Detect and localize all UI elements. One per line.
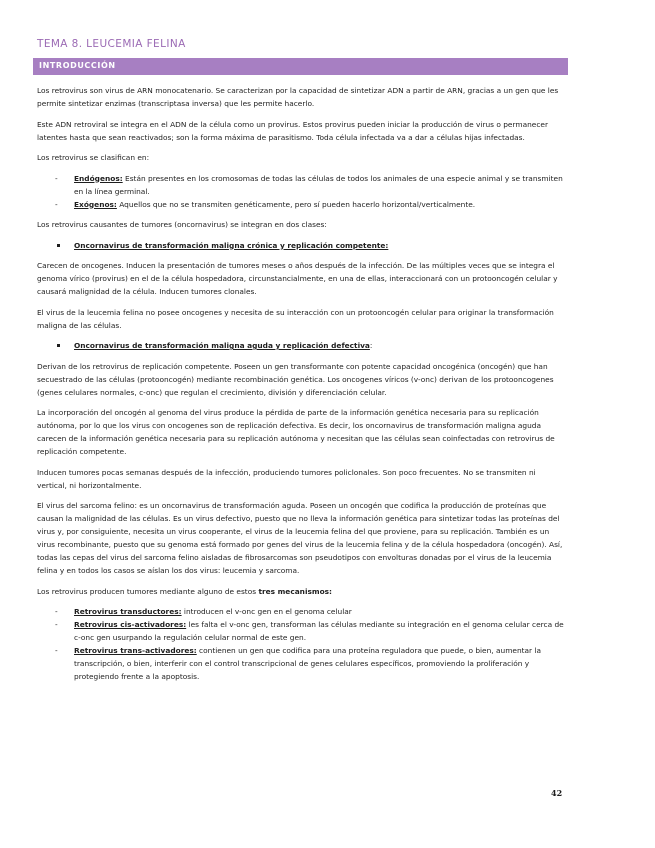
- paragraph: Carecen de oncogenes. Inducen la presentación de tumores meses o años después de la infección. De las múltiples veces que se integra el genoma vírico (provirus) en el de la célula hospedadora, circunstancialmente, en una de ellas, interaccionará con un protooncogén celular y causará malignidad de la célula. Inducen tumores clonales.: [37, 261, 558, 296]
- list-item-text: les falta el v-onc gen, transforman las células mediante su integración en el genoma celular cerca de c-onc gen usurpando la regulación celular normal de este gen.: [74, 620, 564, 642]
- heading-suffix: :: [369, 341, 373, 350]
- document-body: [37, 84, 567, 691]
- list-item: [37, 339, 567, 352]
- list-item: [37, 644, 567, 683]
- paragraph: La incorporación del oncogén al genoma del virus produce la pérdida de parte de la información genética necesaria para su replicación autónoma, por lo que los virus con oncogenes son de replicación defectiva. Es decir, los oncornavirus de transformación maligna aguda carecen de la información genética necesaria para su replicación autónoma y necesitan que las células sean coinfectadas con retrovirus de replicación competente.: [37, 408, 555, 456]
- paragraph: Este ADN retroviral se integra en el ADN de la célula como un provirus. Estos provirus pueden iniciar la producción de virus o permanecer latentes hasta que sean reactivados; son la forma máxima de parasitismo. Toda célula infectada va a dar a células hijas infectadas.: [37, 119, 548, 142]
- chapter-title: TEMA 8. LEUCEMIA FELINA: [37, 38, 186, 50]
- list-item-term: Endógenos:: [74, 173, 123, 183]
- list-item-term: Exógenos:: [74, 199, 117, 209]
- list-item: [37, 172, 567, 198]
- list-item: [37, 618, 567, 644]
- list-item: [37, 605, 567, 618]
- paragraph: Los retrovirus son virus de ARN monocatenario. Se caracterizan por la capacidad de sintetizar ADN a partir de ARN, gracias a un gen que les permite sintetizar enzimas (transcriptasa inversa) que les permite hacerlo.: [37, 86, 559, 108]
- list-item-term: Retrovirus cis-activadores:: [74, 620, 187, 629]
- paragraph-text: Los retrovirus producen tumores mediante alguno de estos: [37, 586, 259, 596]
- list-item: [37, 239, 567, 252]
- list-item: [37, 198, 567, 211]
- oncornavirus-class-list: [37, 239, 567, 252]
- page-number: 42: [551, 788, 563, 798]
- classification-list: [37, 172, 567, 211]
- paragraph: El virus de la leucemia felina no posee oncogenes y necesita de su interacción con un protooncogén celular para originar la transformación maligna de las células.: [37, 307, 554, 330]
- mechanisms-list: [37, 605, 567, 683]
- oncornavirus-class-list: [37, 339, 567, 352]
- section-header-band: [33, 58, 568, 75]
- paragraph: [37, 585, 567, 598]
- subsection-heading: Oncornavirus de transformación maligna crónica y replicación competente:: [74, 240, 389, 250]
- section-title: INTRODUCCIÓN: [39, 61, 116, 70]
- list-item-text: Aquellos que no se transmiten genéticamente, pero sí pueden hacerlo horizontal/verticalmente.: [116, 199, 476, 209]
- paragraph: Inducen tumores pocas semanas después de la infección, produciendo tumores policlonales. Son poco frecuentes. No se transmiten ni vertical, ni horizontalmente.: [37, 467, 536, 490]
- list-item-term: Retrovirus trans-activadores:: [74, 646, 197, 655]
- paragraph: El virus del sarcoma felino: es un oncornavirus de transformación aguda. Poseen un oncogén que codifica la producción de proteínas que causan la malignidad de las células. Es un virus defectivo, puesto que no lleva la información genética para sintetizar todas las proteínas del virus y, por consiguiente, necesita un virus cooperante, el virus de la leucemia felina del que proviene, para su replicación. También es un virus recombinante, puesto que su genoma está formado por genes del virus de la leucemia felina y de la célula hospedadora (oncogén). Así, todas las cepas del virus del sarcoma felino aisladas de fibrosarcomas son pseudotipos con envolturas donadas por el virus de la leucemia felina y en todos los casos se aíslan los dos virus: leucemia y sarcoma.: [37, 501, 563, 575]
- list-item-term: Retrovirus transductores:: [74, 607, 182, 616]
- paragraph: Derivan de los retrovirus de replicación competente. Poseen un gen transformante con potente capacidad oncogénica (oncogén) que han secuestrado de las células (protooncogén) mediante recombinación genética. Los oncogenes víricos (v-onc) derivan de los protooncogenes (genes celulares normales, c-onc) que regulan el crecimiento, división y diferenciación celular.: [37, 361, 554, 397]
- paragraph: Los retrovirus se clasifican en:: [37, 153, 150, 162]
- list-item-text: introducen el v-onc gen en el genoma celular: [181, 607, 352, 616]
- list-item-text: contienen un gen que codifica para una proteína reguladora que puede, o bien, aumentar la transcripción, o bien, interferir con el control transcripcional de genes celulares específicos, promoviendo la proliferación y protegiendo frente a la apoptosis.: [74, 646, 542, 681]
- paragraph: Los retrovirus causantes de tumores (oncornavirus) se integran en dos clases:: [37, 220, 327, 229]
- emphasis: tres mecanismos:: [258, 586, 333, 596]
- subsection-heading: Oncornavirus de transformación maligna aguda y replicación defectiva: [74, 341, 370, 350]
- list-item-text: Están presentes en los cromosomas de todas las células de todos los animales de una especie animal y se transmiten en la línea germinal.: [74, 173, 563, 196]
